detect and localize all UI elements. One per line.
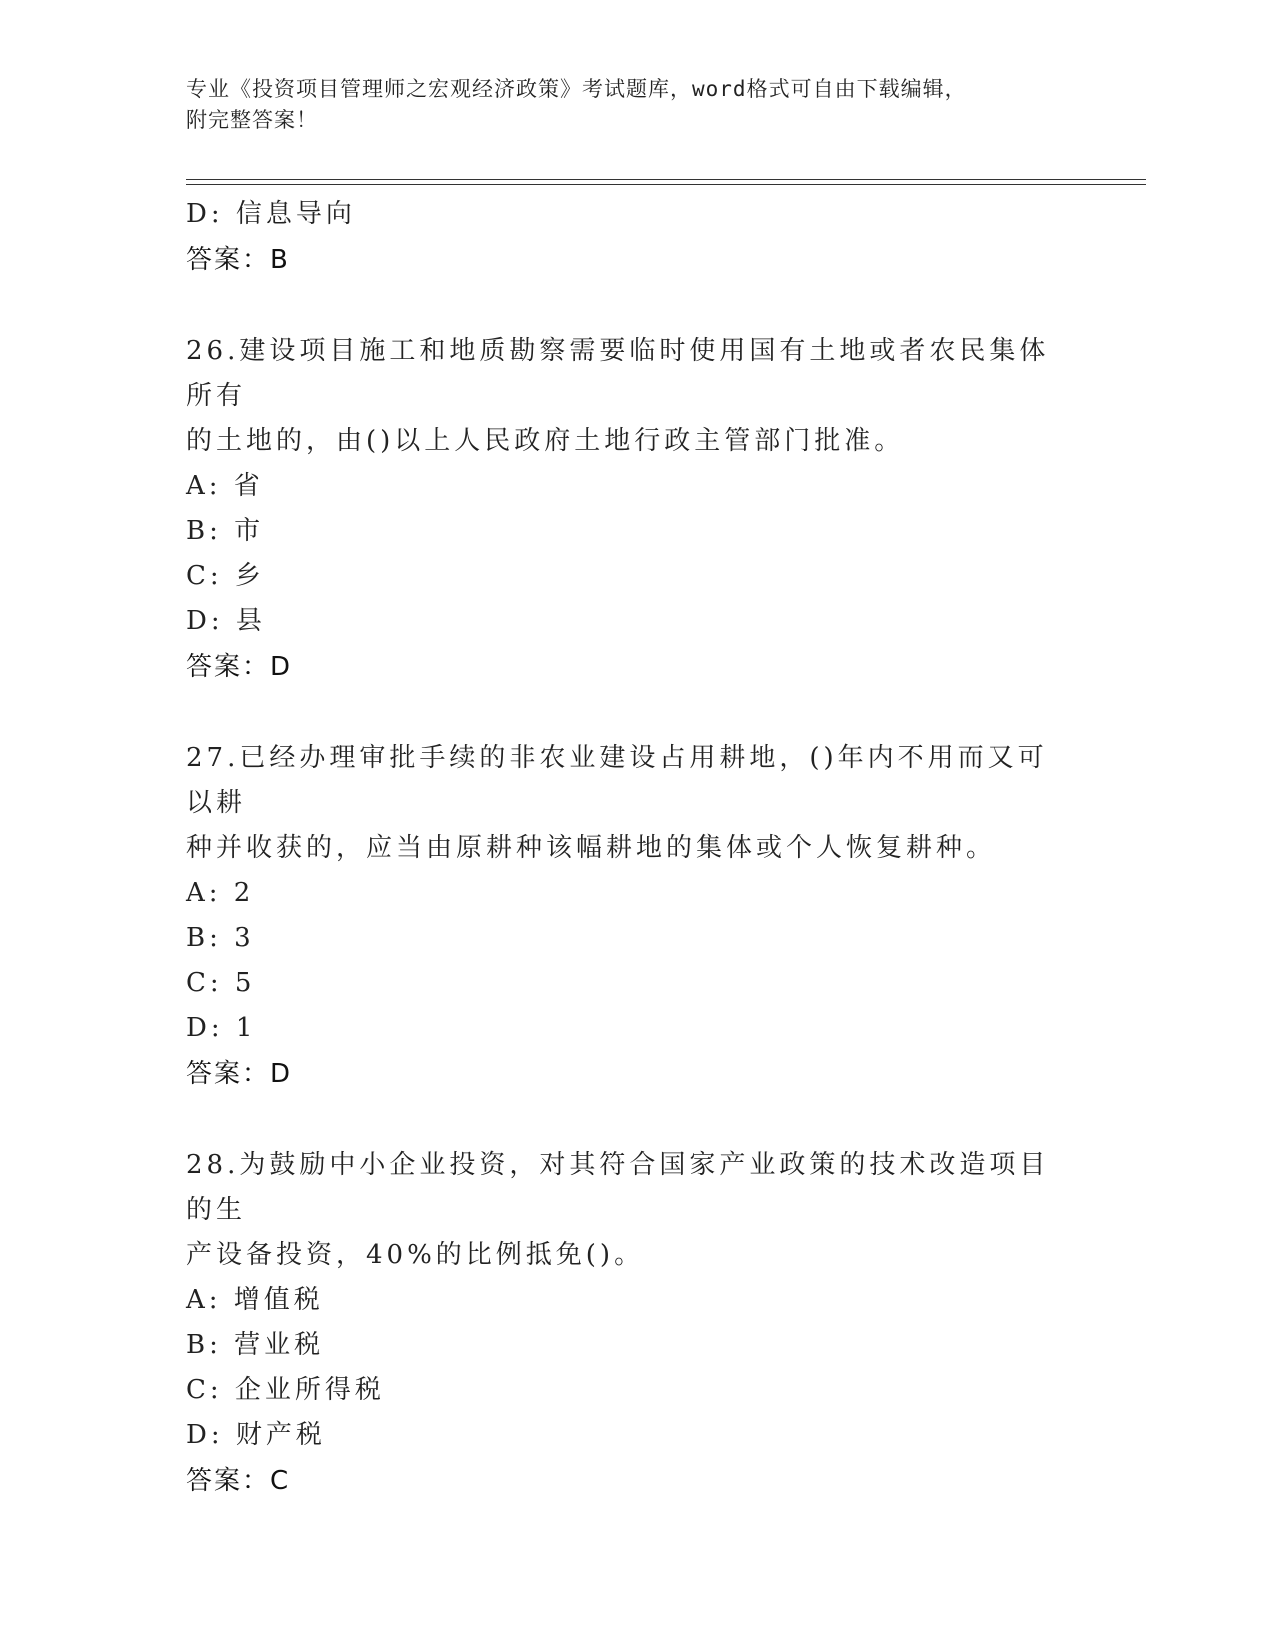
header-divider-bottom (186, 184, 1146, 185)
question-stem (186, 329, 1066, 464)
question-stem (186, 1143, 1066, 1278)
question-stem-line-1: 26.建设项目施工和地质勘察需要临时使用国有土地或者农民集体所有 (186, 336, 1050, 411)
spacer (186, 283, 1076, 329)
question-stem-line-2: 的土地的，由()以上人民政府土地行政主管部门批准。 (186, 426, 905, 456)
question-stem-line-1: 27.已经办理审批手续的非农业建设占用耕地，()年内不用而又可以耕 (186, 743, 1048, 818)
header-divider-top (186, 179, 1146, 180)
option-c: C: 企业所得税 (186, 1375, 385, 1405)
option-a: A: 省 (186, 471, 264, 501)
option-c: C: 5 (186, 968, 256, 998)
question-list (186, 192, 1076, 1504)
answer-label: 答案：B (186, 245, 290, 275)
option-b: B: 营业税 (186, 1330, 325, 1360)
question-stem-line-2: 产设备投资，40%的比例抵免()。 (186, 1240, 645, 1270)
option-d: D: 信息导向 (186, 199, 356, 229)
answer-label: 答案：D (186, 1059, 293, 1089)
question-stem-line-2: 种并收获的，应当由原耕种该幅耕地的集体或个人恢复耕种。 (186, 833, 997, 863)
spacer (186, 690, 1076, 736)
option-d: D: 财产税 (186, 1420, 326, 1450)
question-27 (186, 736, 1076, 1097)
option-a: A: 增值税 (186, 1285, 324, 1315)
question-stem-line-1: 28.为鼓励中小企业投资，对其符合国家产业政策的技术改造项目的生 (186, 1150, 1050, 1225)
option-b: B: 3 (186, 923, 255, 953)
option-a: A: 2 (186, 878, 255, 908)
answer-label: 答案：D (186, 652, 293, 682)
question-28 (186, 1143, 1076, 1504)
question-26 (186, 329, 1076, 690)
spacer (186, 1097, 1076, 1143)
header-line-1: 专业《投资项目管理师之宏观经济政策》考试题库，word格式可自由下载编辑， (186, 77, 967, 101)
option-d: D: 县 (186, 606, 266, 636)
option-c: C: 乡 (186, 561, 265, 591)
previous-question-tail (186, 192, 1076, 283)
document-header (186, 74, 1066, 136)
header-line-2: 附完整答案！ (186, 108, 318, 132)
question-stem (186, 736, 1066, 871)
option-d: D: 1 (186, 1013, 257, 1043)
answer-label: 答案：C (186, 1466, 291, 1496)
option-b: B: 市 (186, 516, 265, 546)
